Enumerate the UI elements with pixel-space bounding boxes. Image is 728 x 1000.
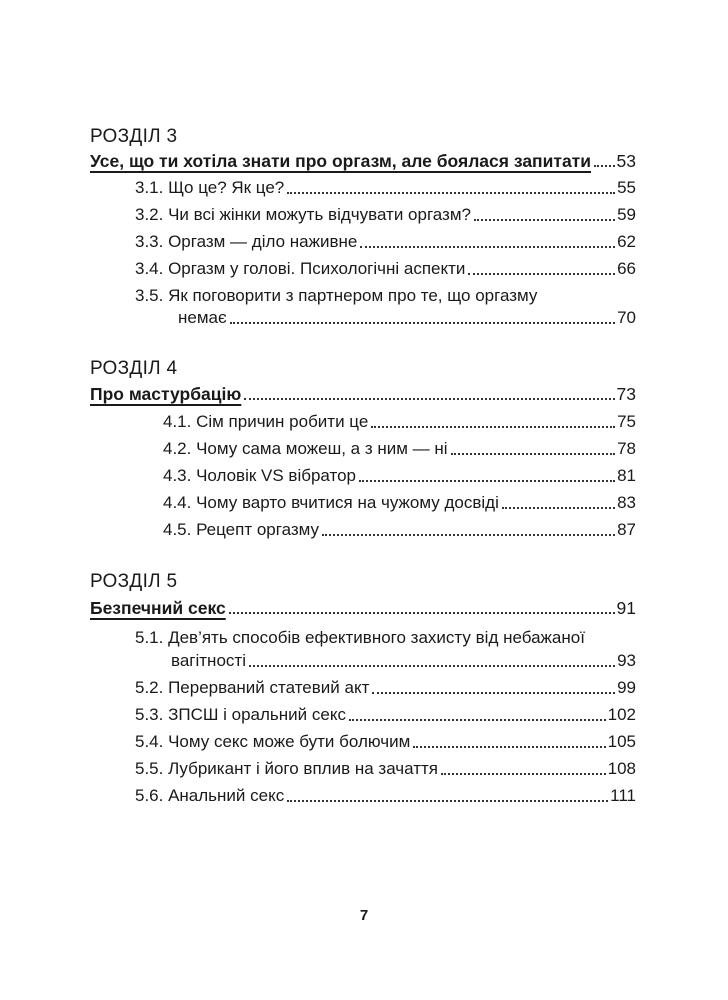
leader-dots bbox=[594, 165, 615, 167]
toc-entry[interactable] bbox=[135, 258, 636, 280]
leader-dots bbox=[468, 273, 615, 275]
chapter-entry[interactable] bbox=[90, 150, 636, 172]
toc-entry[interactable] bbox=[163, 438, 636, 460]
section-label: РОЗДІЛ 4 bbox=[90, 358, 178, 379]
leader-dots bbox=[230, 322, 615, 324]
leader-dots bbox=[371, 426, 615, 428]
entry-title: 4.5. Рецепт оргазму bbox=[163, 520, 320, 539]
toc-entry[interactable] bbox=[171, 650, 636, 672]
leader-dots bbox=[349, 719, 606, 721]
entry-page: 87 bbox=[617, 520, 636, 539]
leader-dots bbox=[244, 398, 614, 400]
toc-entry[interactable] bbox=[163, 411, 636, 433]
leader-dots bbox=[474, 219, 615, 221]
toc-entry[interactable] bbox=[135, 177, 636, 199]
entry-title: 4.1. Сім причин робити це bbox=[163, 412, 369, 431]
chapter-entry[interactable] bbox=[90, 383, 636, 405]
entry-page: 99 bbox=[617, 678, 636, 697]
entry-page: 66 bbox=[617, 259, 636, 278]
toc-entry[interactable] bbox=[135, 677, 636, 699]
entry-title: 4.4. Чому варто вчитися на чужому досвіді bbox=[163, 493, 499, 512]
entry-page: 75 bbox=[617, 412, 636, 431]
toc-entry[interactable] bbox=[135, 704, 636, 726]
leader-dots bbox=[249, 665, 615, 667]
entry-page: 83 bbox=[617, 493, 636, 512]
chapter-entry[interactable] bbox=[90, 597, 636, 619]
entry-page: 62 bbox=[617, 232, 636, 251]
leader-dots bbox=[360, 246, 615, 248]
chapter-page: 53 bbox=[616, 151, 636, 171]
section-label: РОЗДІЛ 5 bbox=[90, 571, 178, 592]
chapter-page: 73 bbox=[616, 384, 636, 404]
page-number: 7 bbox=[359, 907, 369, 924]
entry-page: 81 bbox=[617, 466, 636, 485]
chapter-title: Усе, що ти хотіла знати про оргазм, але боялася запитати bbox=[90, 151, 592, 171]
entry-page: 93 bbox=[617, 651, 636, 670]
entry-title-line1: 5.1. Дев’ять способів ефективного захисту від небажаної bbox=[135, 628, 585, 647]
entry-title: 4.3. Чоловік VS вібратор bbox=[163, 466, 357, 485]
entry-page: 105 bbox=[607, 732, 636, 751]
entry-title: 5.6. Анальний секс bbox=[135, 786, 285, 805]
leader-dots bbox=[413, 746, 605, 748]
toc-entry[interactable] bbox=[163, 519, 636, 541]
entry-page: 108 bbox=[607, 759, 636, 778]
entry-title: 3.3. Оргазм — діло наживне bbox=[135, 232, 358, 251]
entry-page: 59 bbox=[617, 205, 636, 224]
entry-title-line1: 3.5. Як поговорити з партнером про те, що оргазму bbox=[135, 286, 538, 305]
toc-entry[interactable] bbox=[135, 204, 636, 226]
entry-page: 111 bbox=[610, 786, 636, 805]
entry-page: 55 bbox=[617, 178, 636, 197]
leader-dots bbox=[441, 773, 606, 775]
entry-title: 4.2. Чому сама можеш, а з ним — ні bbox=[163, 439, 448, 458]
entry-page: 78 bbox=[617, 439, 636, 458]
leader-dots bbox=[359, 480, 615, 482]
entry-page: 70 bbox=[617, 308, 636, 327]
entry-title: 3.4. Оргазм у голові. Психологічні аспекти bbox=[135, 259, 466, 278]
toc-entry[interactable] bbox=[178, 307, 636, 329]
entry-title-cont: немає bbox=[178, 308, 227, 327]
toc-entry[interactable] bbox=[135, 785, 636, 807]
entry-title: 5.3. ЗПСШ і оральний секс bbox=[135, 705, 346, 724]
leader-dots bbox=[322, 534, 615, 536]
leader-dots bbox=[372, 692, 615, 694]
entry-title: 3.2. Чи всі жінки можуть відчувати оргазм? bbox=[135, 205, 471, 224]
chapter-title: Безпечний секс bbox=[90, 598, 226, 618]
entry-page: 102 bbox=[607, 705, 636, 724]
leader-dots bbox=[287, 800, 608, 802]
toc-entry[interactable] bbox=[135, 731, 636, 753]
toc-entry[interactable] bbox=[135, 231, 636, 253]
entry-title-cont: вагітності bbox=[171, 651, 246, 670]
entry-title: 5.4. Чому секс може бути болючим bbox=[135, 732, 411, 751]
section-label: РОЗДІЛ 3 bbox=[90, 126, 178, 147]
toc-entry[interactable] bbox=[163, 465, 636, 487]
leader-dots bbox=[502, 507, 615, 509]
entry-title: 3.1. Що це? Як це? bbox=[135, 178, 285, 197]
chapter-title: Про мастурбацію bbox=[90, 384, 242, 404]
toc-entry[interactable] bbox=[135, 758, 636, 780]
entry-title: 5.5. Лубрикант і його вплив на зачаття bbox=[135, 759, 438, 778]
leader-dots bbox=[287, 192, 615, 194]
leader-dots bbox=[451, 453, 616, 455]
toc-entry[interactable] bbox=[163, 492, 636, 514]
chapter-page: 91 bbox=[616, 598, 636, 618]
entry-title: 5.2. Перерваний статевий акт bbox=[135, 678, 370, 697]
leader-dots bbox=[229, 612, 615, 614]
